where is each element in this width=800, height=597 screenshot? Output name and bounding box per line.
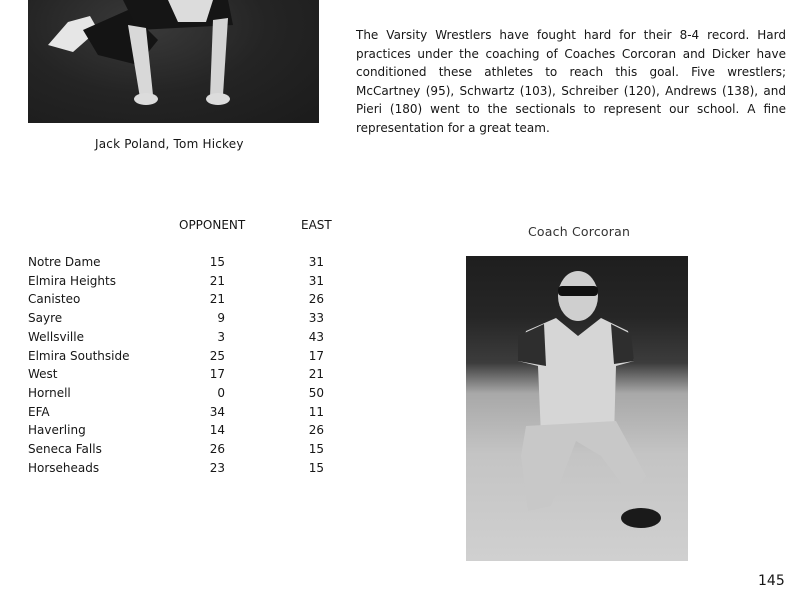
season-summary: The Varsity Wrestlers have fought hard for their 8-4 record. Hard practices under the coaching of Coaches Corcoran and Dicker have conditioned these athletes to reach this goal. Five wrestlers; McCartney (95), Schwartz (103), Schreiber (120), Andrews (138), and Pieri (180) went to the sectionals to represent our school. A fine representation for a great team. [356,28,786,135]
team-name: Canisteo [28,292,81,307]
coach-illustration [466,256,688,561]
opponent-score: 23 [209,460,225,475]
wrestlers-photo [28,0,319,123]
team-name: Horseheads [28,460,100,475]
opponent-score: 9 [217,311,225,326]
result-row [28,367,358,385]
result-row [28,311,358,329]
opponent-score: 34 [209,404,225,419]
team-name: Wellsville [28,329,84,344]
result-row [28,274,358,292]
result-row [28,461,358,479]
result-row [28,405,358,423]
east-score: 11 [308,404,324,419]
result-row [28,423,358,441]
team-name: Hornell [28,385,71,400]
opponent-score: 26 [209,442,225,456]
wrestlers-photo-caption: Jack Poland, Tom Hickey [95,137,244,151]
team-name: Sayre [28,311,63,326]
result-row [28,292,358,310]
opponent-score: 15 [209,255,225,269]
result-row [28,442,358,460]
east-score: 21 [308,367,324,382]
team-name: EFA [28,404,50,419]
result-row [28,349,358,367]
east-score: 15 [308,442,324,456]
team-name: West [28,367,58,382]
east-score: 26 [308,292,324,307]
team-name: Notre Dame [28,255,101,269]
east-score: 43 [308,329,324,344]
east-score: 33 [308,311,324,326]
east-column-header: EAST [301,218,332,232]
team-name: Haverling [28,423,86,438]
opponent-score: 21 [209,292,225,307]
east-score: 15 [308,460,324,475]
opponent-score: 0 [217,385,225,400]
east-score: 26 [308,423,324,438]
east-score: 17 [308,348,324,363]
opponent-column-header: OPPONENT [179,218,246,232]
wrestlers-illustration [28,0,319,123]
east-score: 50 [308,385,324,400]
result-row [28,255,358,273]
page-number: 145 [758,573,785,589]
team-name: Elmira Heights [28,273,116,288]
east-score: 31 [308,255,324,269]
result-row [28,386,358,404]
east-score: 31 [308,273,324,288]
opponent-score: 21 [209,273,225,288]
team-name: Elmira Southside [28,348,130,363]
opponent-score: 17 [209,367,225,382]
opponent-score: 14 [209,423,225,438]
team-name: Seneca Falls [28,442,102,456]
result-row [28,330,358,348]
opponent-score: 25 [209,348,225,363]
opponent-score: 3 [217,329,225,344]
coach-photo-caption: Coach Corcoran [528,224,631,239]
coach-photo [466,256,688,561]
